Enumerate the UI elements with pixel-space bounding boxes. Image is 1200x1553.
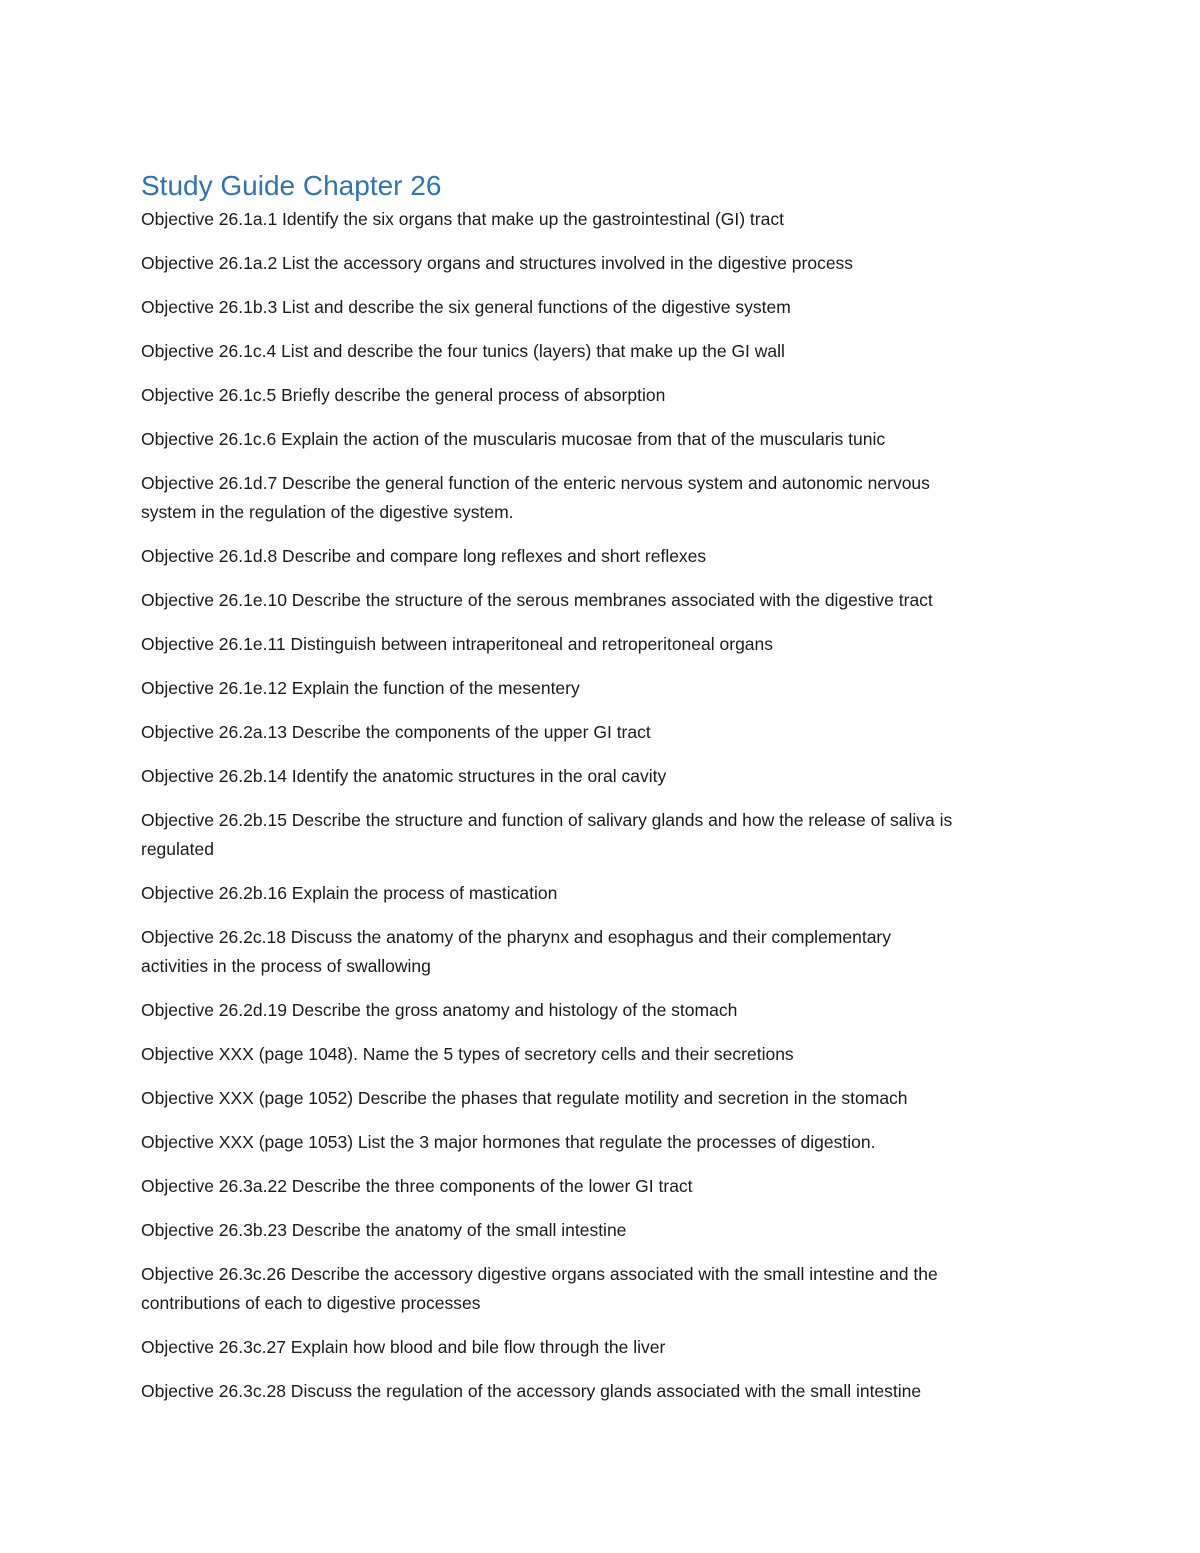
- objective-line: Objective XXX (page 1048). Name the 5 types of secretory cells and their secretions: [141, 1044, 794, 1064]
- objective-item: [141, 923, 1081, 981]
- objective-line: Objective 26.1c.4 List and describe the four tunics (layers) that make up the GI wall: [141, 341, 785, 361]
- objective-line: Objective 26.1e.12 Explain the function of the mesentery: [141, 678, 580, 698]
- objective-line: system in the regulation of the digestive system.: [141, 502, 514, 522]
- objective-item: [141, 337, 1081, 366]
- objective-line: Objective 26.1e.10 Describe the structure of the serous membranes associated with the digestive tract: [141, 590, 933, 610]
- objective-line: Objective 26.1a.2 List the accessory organs and structures involved in the digestive process: [141, 253, 854, 273]
- objective-line: Objective 26.1e.11 Distinguish between intraperitoneal and retroperitoneal organs: [141, 634, 774, 654]
- objective-line: Objective 26.2d.19 Describe the gross anatomy and histology of the stomach: [141, 1000, 738, 1020]
- objective-item: [141, 1216, 1081, 1245]
- objective-line: contributions of each to digestive processes: [141, 1293, 481, 1313]
- objective-line: Objective 26.2b.15 Describe the structure and function of salivary glands and how the release of saliva is: [141, 810, 953, 830]
- objective-item: [141, 718, 1081, 747]
- objective-item: [141, 1040, 1081, 1069]
- objective-item: [141, 1128, 1081, 1157]
- objective-item: [141, 630, 1081, 659]
- objective-line: Objective 26.1a.1 Identify the six organs that make up the gastrointestinal (GI) tract: [141, 209, 784, 229]
- objective-item: [141, 1377, 1081, 1406]
- objective-line: Objective 26.3b.23 Describe the anatomy of the small intestine: [141, 1220, 627, 1240]
- objective-item: [141, 806, 1081, 864]
- objective-item: [141, 249, 1081, 278]
- objective-line: Objective 26.3c.28 Discuss the regulation of the accessory glands associated with the small intestine: [141, 1381, 922, 1401]
- objective-item: [141, 542, 1081, 571]
- objective-item: [141, 469, 1081, 527]
- objective-item: [141, 381, 1081, 410]
- objective-line: Objective 26.1c.5 Briefly describe the general process of absorption: [141, 385, 666, 405]
- objective-item: [141, 293, 1081, 322]
- objective-line: Objective 26.3a.22 Describe the three components of the lower GI tract: [141, 1176, 693, 1196]
- objective-line: Objective 26.1d.8 Describe and compare long reflexes and short reflexes: [141, 546, 707, 566]
- objective-item: [141, 879, 1081, 908]
- objective-line: Objective 26.2b.14 Identify the anatomic structures in the oral cavity: [141, 766, 667, 786]
- objective-item: [141, 1260, 1081, 1318]
- objective-item: [141, 1333, 1081, 1362]
- objective-line: Objective 26.2c.18 Discuss the anatomy of the pharynx and esophagus and their complementary: [141, 927, 892, 947]
- objective-line: Objective 26.1d.7 Describe the general function of the enteric nervous system and autonomic nervous: [141, 473, 930, 493]
- objective-item: [141, 762, 1081, 791]
- objective-line: Objective XXX (page 1052) Describe the phases that regulate motility and secretion in the stomach: [141, 1088, 908, 1108]
- objective-line: Objective 26.3c.27 Explain how blood and bile flow through the liver: [141, 1337, 666, 1357]
- objective-item: [141, 674, 1081, 703]
- objective-item: [141, 1172, 1081, 1201]
- objective-line: activities in the process of swallowing: [141, 956, 431, 976]
- objective-line: Objective 26.2b.16 Explain the process of mastication: [141, 883, 558, 903]
- objective-item: [141, 996, 1081, 1025]
- page-title: Study Guide Chapter 26: [141, 170, 442, 201]
- objective-line: Objective XXX (page 1053) List the 3 major hormones that regulate the processes of digestion.: [141, 1132, 876, 1152]
- objective-item: [141, 1084, 1081, 1113]
- objective-line: Objective 26.1b.3 List and describe the six general functions of the digestive system: [141, 297, 791, 317]
- objective-line: Objective 26.3c.26 Describe the accessory digestive organs associated with the small intestine and the: [141, 1264, 938, 1284]
- objective-line: Objective 26.1c.6 Explain the action of the muscularis mucosae from that of the muscularis tunic: [141, 429, 886, 449]
- objective-line: regulated: [141, 839, 214, 859]
- objective-item: [141, 586, 1081, 615]
- objective-line: Objective 26.2a.13 Describe the components of the upper GI tract: [141, 722, 651, 742]
- objective-item: [141, 205, 1081, 234]
- objective-item: [141, 425, 1081, 454]
